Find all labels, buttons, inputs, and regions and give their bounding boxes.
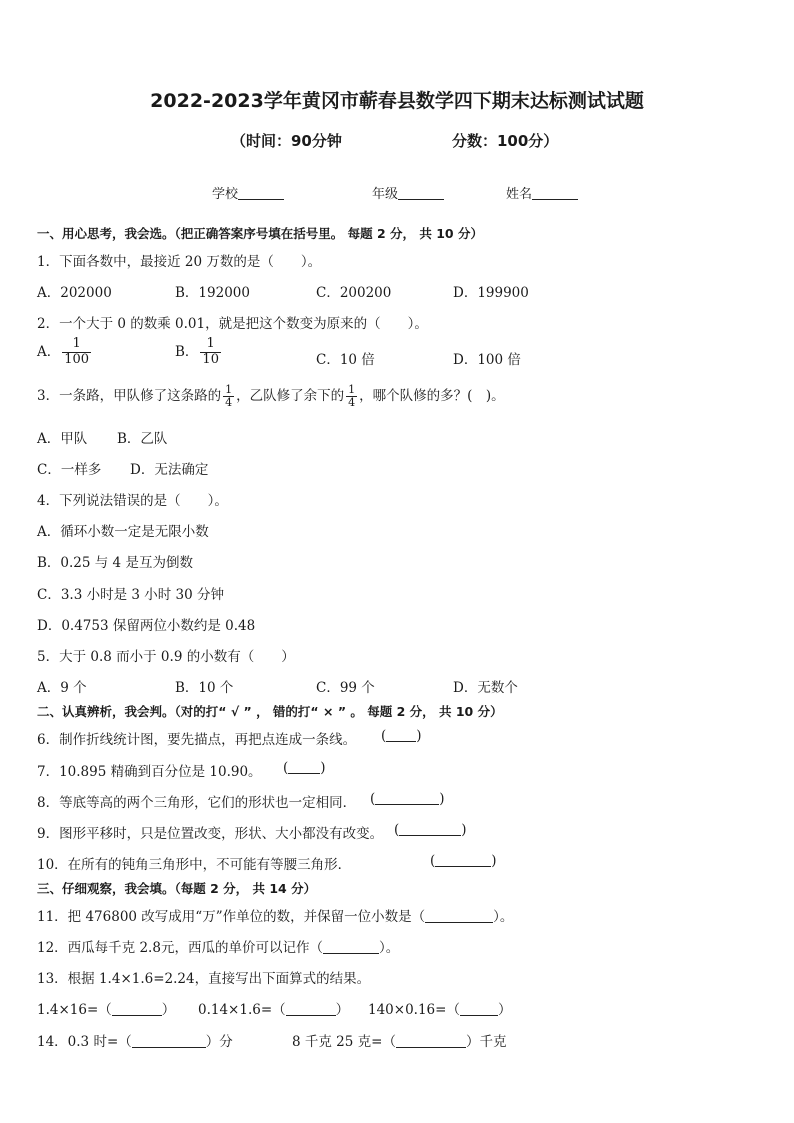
section-1-heading: 一、用心思考，我会选。（把正确答案序号填在括号里。 每题 2 分， 共 10 分） <box>37 226 483 241</box>
q3-option-b[interactable]: B．乙队 <box>117 431 168 447</box>
question-14-a: 14．0.3 时=（ ）分 <box>37 1034 233 1050</box>
q11-answer-blank[interactable] <box>425 910 493 923</box>
q3-option-c[interactable]: C．一样多 <box>37 462 102 478</box>
name-field[interactable] <box>506 183 578 202</box>
q13-item-a: 1.4×16=（ ） <box>37 1002 176 1018</box>
grade-blank[interactable] <box>398 187 444 200</box>
q13-c-blank[interactable] <box>460 1003 498 1016</box>
q4-option-a[interactable]: A．循环小数一定是无限小数 <box>37 524 209 540</box>
q5-option-b[interactable]: B．10 个 <box>175 680 234 696</box>
q5-option-c[interactable]: C．99 个 <box>316 680 375 696</box>
q4-option-b[interactable]: B．0.25 与 4 是互为倒数 <box>37 555 193 571</box>
q2-b-label: B． <box>175 343 199 360</box>
q12-answer-blank[interactable] <box>323 941 379 954</box>
q1-option-d[interactable]: D．199900 <box>453 285 529 301</box>
name-label: 姓名 <box>506 187 533 202</box>
q3-option-d[interactable]: D．无法确定 <box>130 462 209 478</box>
q4-option-c[interactable]: C．3.3 小时是 3 小时 30 分钟 <box>37 587 225 603</box>
name-blank[interactable] <box>532 187 578 200</box>
grade-label: 年级 <box>372 187 399 202</box>
question-10: 10．在所有的钝角三角形中，不可能有等腰三角形． <box>37 857 352 873</box>
question-9: 9．图形平移时，只是位置改变，形状、大小都没有改变。 <box>37 826 384 842</box>
school-blank[interactable] <box>238 187 284 200</box>
school-label: 学校 <box>212 187 239 202</box>
question-3: 3．一条路，甲队修了这条路的 $\frac{1}{4}$ ，乙队修了余下的 $\frac{1}{4}$ ，哪个队修的多？( )。 <box>37 383 505 409</box>
q13-b-blank[interactable] <box>286 1003 336 1016</box>
exam-time: （时间：90分钟 <box>231 132 342 150</box>
q1-option-b[interactable]: B．192000 <box>175 285 250 301</box>
question-5: 5．大于 0.8 而小于 0.9 的小数有（ ） <box>37 649 295 665</box>
q13-a-blank[interactable] <box>112 1003 162 1016</box>
school-field[interactable] <box>212 183 284 202</box>
section-2-heading: 二、认真辨析，我会判。（对的打“ √ ” ， 错的打“ × ” 。 每题 2 分， 共 10 分） <box>37 704 503 719</box>
q2-a-fraction: $\frac{1}{100}$ <box>64 336 90 367</box>
q2-a-label: A． <box>37 343 61 360</box>
q1-option-c[interactable]: C．200200 <box>316 285 392 301</box>
page-title: 2022-2023学年黄冈市蕲春县数学四下期末达标测试试题 <box>150 90 644 112</box>
exam-score: 分数：100分） <box>452 132 559 150</box>
q4-option-d[interactable]: D．0.4753 保留两位小数约是 0.48 <box>37 618 256 634</box>
q5-option-d[interactable]: D．无数个 <box>453 680 518 696</box>
q14-a-blank[interactable] <box>132 1035 206 1048</box>
q6-answer-blank[interactable]: ( ) <box>381 728 422 744</box>
question-7: 7．10.895 精确到百分位是 10.90。 <box>37 764 262 780</box>
q5-option-a[interactable]: A．9 个 <box>37 680 87 696</box>
question-13: 13．根据 1.4×1.6=2.24，直接写出下面算式的结果。 <box>37 971 371 987</box>
q9-answer-blank[interactable]: ( ) <box>394 822 467 838</box>
question-14-b: 8 千克 25 克=（ ）千克 <box>292 1034 507 1050</box>
q3-option-a[interactable]: A．甲队 <box>37 431 88 447</box>
q3-fraction-2: $\frac{1}{4}$ <box>348 383 356 409</box>
q2-option-a[interactable] <box>37 337 93 368</box>
q10-answer-blank[interactable]: ( ) <box>430 853 497 869</box>
question-12: 12．西瓜每千克 2.8元，西瓜的单价可以记作（ ）。 <box>37 940 400 956</box>
q1-option-a[interactable]: A．202000 <box>37 285 112 301</box>
q14-b-blank[interactable] <box>396 1035 466 1048</box>
section-3-heading: 三、仔细观察，我会填。（每题 2 分， 共 14 分） <box>37 881 317 896</box>
grade-field[interactable] <box>372 183 444 202</box>
q3-fraction-1: $\frac{1}{4}$ <box>225 383 233 409</box>
question-4: 4．下列说法错误的是（ ）。 <box>37 493 228 509</box>
q13-item-c: 140×0.16=（ ） <box>368 1002 512 1018</box>
q2-b-fraction: $\frac{1}{10}$ <box>202 336 219 367</box>
q2-option-b[interactable] <box>175 337 223 368</box>
q8-answer-blank[interactable]: ( ) <box>370 791 445 807</box>
q2-option-d[interactable]: D．100 倍 <box>453 352 521 368</box>
question-11: 11．把 476800 改写成用“万”作单位的数，并保留一位小数是（ ）。 <box>37 909 514 925</box>
q13-item-b: 0.14×1.6=（ ） <box>198 1002 350 1018</box>
q7-answer-blank[interactable]: ( ) <box>283 760 326 776</box>
question-2: 2．一个大于 0 的数乘 0.01，就是把这个数变为原来的（ ）。 <box>37 316 428 332</box>
q2-option-c[interactable]: C．10 倍 <box>316 352 375 368</box>
question-6: 6．制作折线统计图，要先描点，再把点连成一条线。 <box>37 732 357 748</box>
question-8: 8．等底等高的两个三角形，它们的形状也一定相同． <box>37 795 357 811</box>
question-1: 1．下面各数中，最接近 20 万数的是（ ）。 <box>37 254 322 270</box>
